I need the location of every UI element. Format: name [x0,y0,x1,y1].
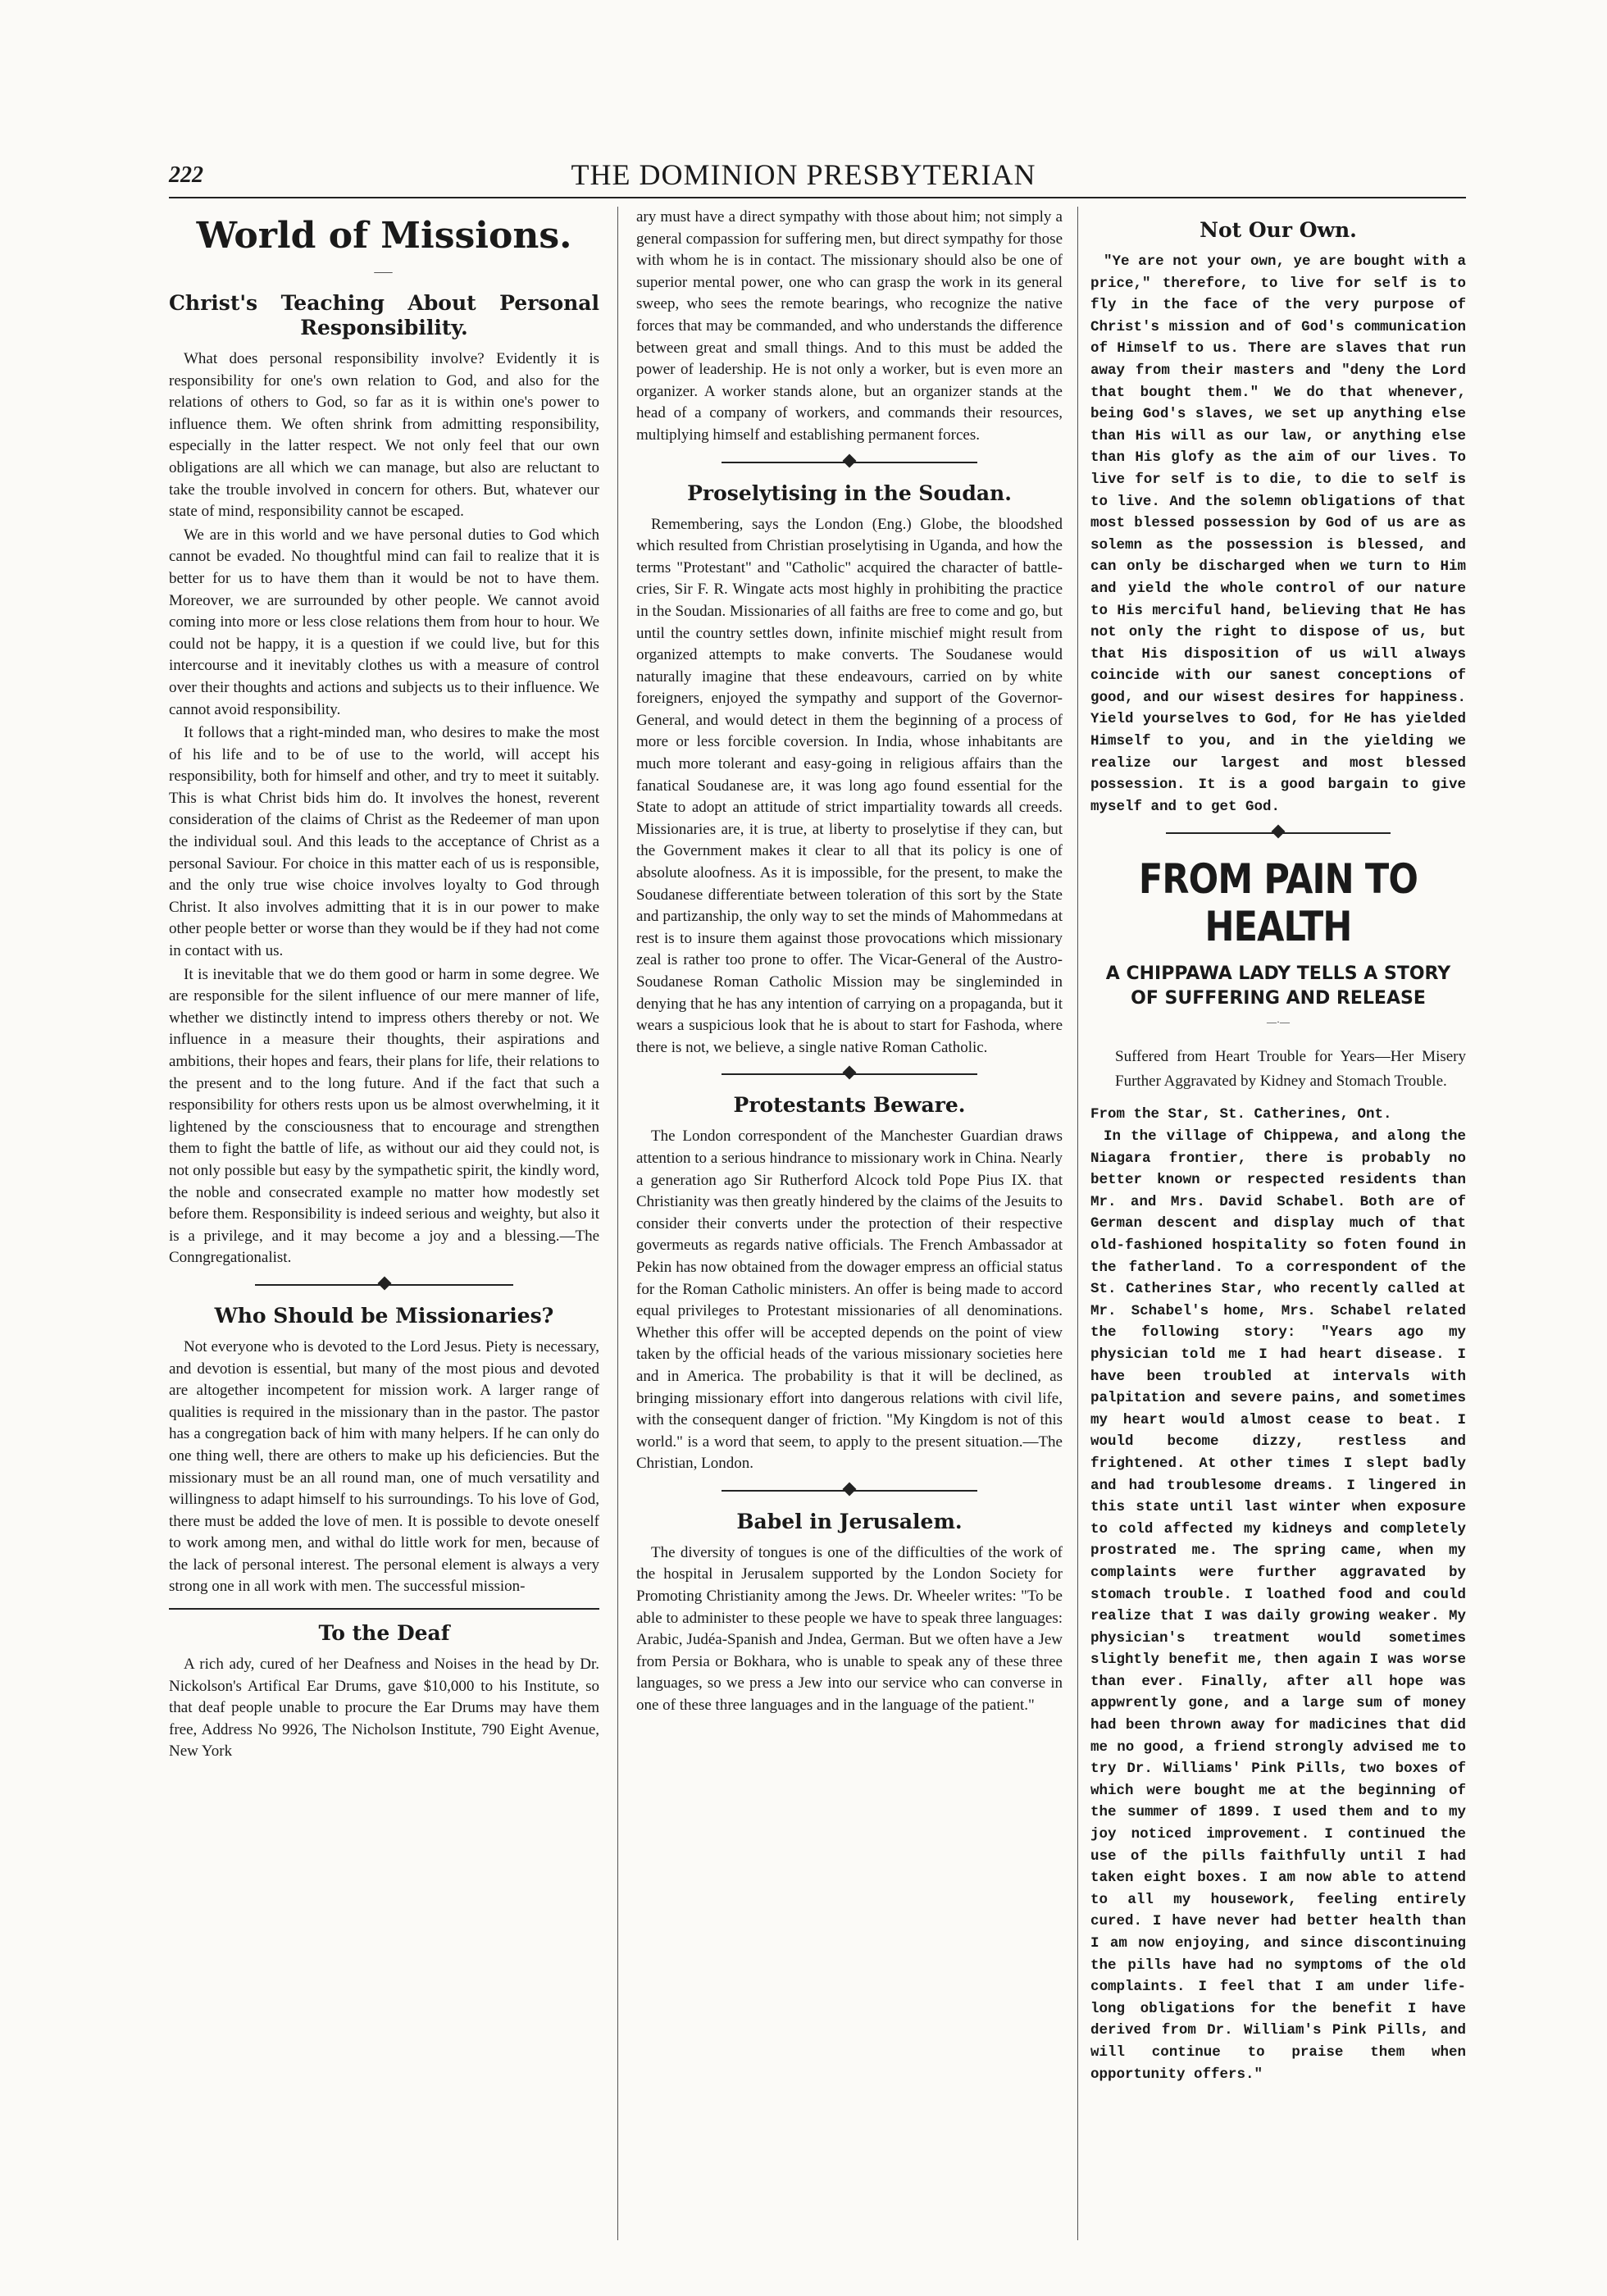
header-rule [169,197,1466,198]
paragraph: A rich ady, cured of her Deafness and Noises in the head by Dr. Nickolson's Artifical Ear Drums, gave $10,000 to his Institute, so that deaf people unable to procure the Ear Drums may have them free, Address No 9926, The Nicholson Institute, 790 Eight Avenue, New York [169,1656,599,1761]
paragraph: It follows that a right-minded man, who desires to make the most of his life and to be of use to the world, will accept his responsibility, both for himself and other, and try to meet it suitably. This is what Christ bids him do. It involves the honest, reverent consideration of the claims of Christ as the Redeemer of man upon the individual soul. And this leads to the acceptance of Christ as a personal Saviour. For choice in this matter each of us is responsible, and the only true wise choice involves loyalty to God through Christ. It also involves admitting that it is in our power to make other people better or worse than they would be if they had not come in contact with us. [169,724,599,960]
paragraph: We are in this world and we have personal duties to God which cannot be evaded. No thoughtful mind can fail to realize that it is better for us to have them than it would be not to have them. Moreover, we are surrounded by other people. We cannot avoid coming into more or less close relations them from hour to hour. We could not be happy, it is a question if we could live, but for this intercourse and it inevitably clothes us with a measure of control over their thoughts and actions and subjects us to their influence. We cannot avoid responsibility. [169,526,599,718]
ornament: —·— [1267,1016,1290,1028]
article-body-personal-responsibility [169,348,599,1269]
article-title-babel-in-jerusalem: Babel in Jerusalem. [736,1509,963,1533]
continuation-paragraph: ary must have a direct sympathy with those about him; not simply a general compassion for suffering men, but direct sympathy for those with whom he is in contact. The missionary should also be one of superior mental power, one who can grasp the work in its general sweep, who sees the remote bearings, who recognize the native forces that may be commanded, and who understands the difference between great and small things. And to this must be added the power of leadership. He is not only a worker, but is even more an organizer. A worker stands alone, but an organizer stands at the head of a company of workers, and commands their resources, multiplying himself and establishing permanent forces. [636,208,1063,444]
article-title-personal-responsibility: Christ's Teaching About Personal Responsibility. [169,291,599,339]
column-rule-1 [617,207,618,2240]
column-2 [636,207,1063,2240]
paragraph: "Ye are not your own, ye are bought with a price," therefore, to live for self is to fly in the face of the very purpose of Christ's mission and of God's communication of Himself to us. There are slaves that run away from their masters and "deny the Lord that bought them." We do that whenever, being God's slaves, we set up anything else than His will as our law, or anything else than His glofy as the aim of our lives. To live for self is to die, to die to self is to live. And the solemn obligations of that most blessed possession by God of us are as solemn as the possession is blessed, and can only be discharged when we turn to Him and yield the whole control of our nature to His merciful hand, believing that He has not only the right to dispose of us, but that His disposition of us will always coincide with our sanest conceptions of good, and our wisest desires for happiness. Yield yourselves to God, for He has yielded Himself to you, and in the yielding we realize our largest and most blessed possession. It is a good bargain to give myself and to get God. [1090,253,1466,815]
masthead: THE DOMINION PRESBYTERIAN [571,158,1036,191]
article-title-not-our-own: Not Our Own. [1200,218,1357,242]
ad-summary: Suffered from Heart Trouble for Years—Her Misery Further Aggravated by Kidney and Stomach Trouble. [1115,1048,1466,1091]
paragraph: The London correspondent of the Manchester Guardian draws attention to a serious hindrance to missionary work in China. Nearly a generation ago Sir Rutherford Alcock told Pope Pius IX. that Christianity was then greatly hindered by the claims of the Jesuits to consider their converts under the protection of their respective govermeuts as regards native officials. The French Ambassador at Pekin has now obtained from the dowager empress an official status for the Roman Catholic ministers. An offer is being made to accord equal privileges to Protestant missionaries of all denominations. Whether this offer will be accepted depends on the point of view taken by the official heads of the various missionary societies here and in America. The probability is that it will be declined, as bringing missionary effort into dangerous relations with civil life, with the consequent danger of friction. "My Kingdom is not of this world." is a word that seem, to apply to the present situation.—The Christian, London. [636,1128,1063,1473]
ad-headline: FROM PAIN TO HEALTH [1138,855,1418,951]
article-title-to-the-deaf: To the Deaf [318,1621,450,1646]
article-body-who-should-be-missionaries [169,1337,599,1598]
ad-source: From the Star, St. Catherines, Ont. [1090,1106,1392,1123]
section-title: World of Missions. [196,215,572,257]
paragraph: What does personal responsibility involve? Evidently it is responsibility for one's own relation to God, and also for the relations of others to God, so far as it is within one's power to influence them. We often shrink from admitting responsibility, especially in the latter respect. We not only feel that our own obligations are all which we can manage, but also are reluctant to take the trouble involved in concern for others. But, whatever our state of mind, responsibility cannot be escaped. [169,350,599,521]
ornament: ⸺ [373,266,395,279]
ad-subheadline: A CHIPPAWA LADY TELLS A STORY OF SUFFERING AND RELEASE [1105,963,1451,1009]
article-title-protestants-beware: Protestants Beware. [733,1093,966,1118]
column-rule-2 [1077,207,1078,2240]
article-body-to-the-deaf [169,1654,599,1763]
divider [722,455,977,470]
box-rule [169,1608,599,1610]
divider [1166,826,1391,840]
column-3 [1090,207,1466,2240]
divider [722,1067,977,1082]
paragraph: Remembering, says the London (Eng.) Globe, the bloodshed which resulted from Christian proselytising in Uganda, and how the terms "Protestant" and "Catholic" acquired the character of battle-cries, Sir F. R. Wingate acts most highly in prohibiting the practice in the Soudan. Missionaries of all faiths are free to come and go, but until the country settles down, infinite mischief might result from organized attempts to make converts. The Soudanese would naturally imagine that these endeavours, carried on by white foreigners, enjoyed the sympathy and support of the Governor-General, and would detect in them the beginning of a process of more or less forcible coversion. In India, whose inhabitants are much more tolerant and easy-going in religious affairs than the fanatical Soudanese are, it was long ago found essential for the State to adopt an attitude of strict impartiality towards all creeds. Missionaries are, it is true, at liberty to proselytise if they can, but the Government makes it clear to all that its policy is one of absolute aloofness. As it is impossible, for the present, to make the Soudanese differentiate between toleration of this sort by the State and partizanship, the only way to set the minds of Mahommedans at rest is to insure them against those provocations which missionary zeal is rather too prone to offer. The Vicar-General of the Austro-Soudanese Roman Catholic Mission may be singleminded in denying that he has any intention of carrying on a propaganda, but it wears a suspicious look that he is about to start for Fashoda, where there is not, we believe, a single native Roman Catholic. [636,515,1063,1056]
paragraph: The diversity of tongues is one of the difficulties of the work of the hospital in Jerusalem supported by the London Society for Promoting Christianity among the Jews. Dr. Wheeler writes: "To be able to administer to these people we have to speak three languages: Arabic, Judéa-Spanish and Jndea, German. But we often have a Jew from Persia or Bokhara, who is unable to speak any of these three languages, so we press a Jew into our service who can converse in one of these three languages and in the language of the patient." [636,1543,1063,1715]
paragraph: Not everyone who is devoted to the Lord Jesus. Piety is necessary, and devotion is essential, but many of the most pious and devoted are altogether incompetent for mission work. A larger range of qualities is required in the missionary than in the pastor. The pastor has a congregation back of him with many helpers. If he can only do one thing well, there are others to make up his deficiencies. But the missionary must be an all round man, one of much versatility and willingness to adapt himself to his surroundings. To his love of God, there must be added the love of men. It is possible to devote oneself to work among men, and withal do little work for men, because of the lack of personal interest. The personal element is always a very strong one in all work with men. The successful mission- [169,1337,599,1596]
article-title-proselytising: Proselytising in the Soudan. [687,481,1012,505]
divider [255,1278,513,1292]
article-title-who-should-be-missionaries: Who Should be Missionaries? [214,1303,554,1328]
column-1 [169,207,599,2240]
page-number: 222 [169,162,203,188]
paragraph: It is inevitable that we do them good or harm in some degree. We are responsible for the silent influence of our mere manner of life, whether we distinctly intend to impress others thereby or not. We influence in a measure their thoughts, their aspirations and ambitions, their hopes and fears, their plans for life, their relations to the present and to the long future. And if the fact that such a responsibility for others rests upon us be almost overwhelming, it it lightened by the consciousness that to encourage and strengthen them to fight the battle of life, as without our aid they could not, is not only possible but easy by the sympathetic spirit, the kindly word, the noble and consecrated example no matter how modestly set before them. Responsibility is indeed serious and weighty, but also it is a privilege, and it may become a joy and a blessing.—The Conngregationalist. [169,965,599,1267]
paragraph: In the village of Chippewa, and along the Niagara frontier, there is probably no better known or respected residents than Mr. and Mrs. David Schabel. Both are of German descent and display much of that old-fashioned hospitality so foten found in the fatherland. To a correspondent of the St. Catherines Star, who recently called at Mr. Schabel's home, Mrs. Schabel related the following story: "Years ago my physician told me I had heart disease. I have been troubled at intervals with palpitation and severe pains, and sometimes my heart would almost cease to beat. I would become dizzy, restless and frightened. At other times I slept badly and had troublesome dreams. I lingered in this state until last winter when exposure to cold affected my kidneys and completely prostrated me. The spring came, when my complaints were further aggravated by stomach trouble. I loathed food and could realize that I was daily growing weaker. My physician's treatment would sometimes slightly benefit me, then again I was worse than ever. Finally, after all hope was appwrently gone, and a large sum of money had been thrown away for madicines that did me no good, a friend strongly advised me to try Dr. Williams' Pink Pills, two boxes of which were bought me at the beginning of the summer of 1899. I used them and to my joy noticed improvement. I continued the use of the pills faithfully until I had taken eight boxes. I am now able to attend to all my housework, feeling entirely cured. I have never had better health than I am now enjoying, and since discontinuing the pills have had no symptoms of the old complaints. I feel that I am under life-long obligations for the benefit I have derived from Dr. William's Pink Pills, and will continue to praise them when opportunity offers." [1090,1128,1466,2083]
divider [722,1483,977,1498]
